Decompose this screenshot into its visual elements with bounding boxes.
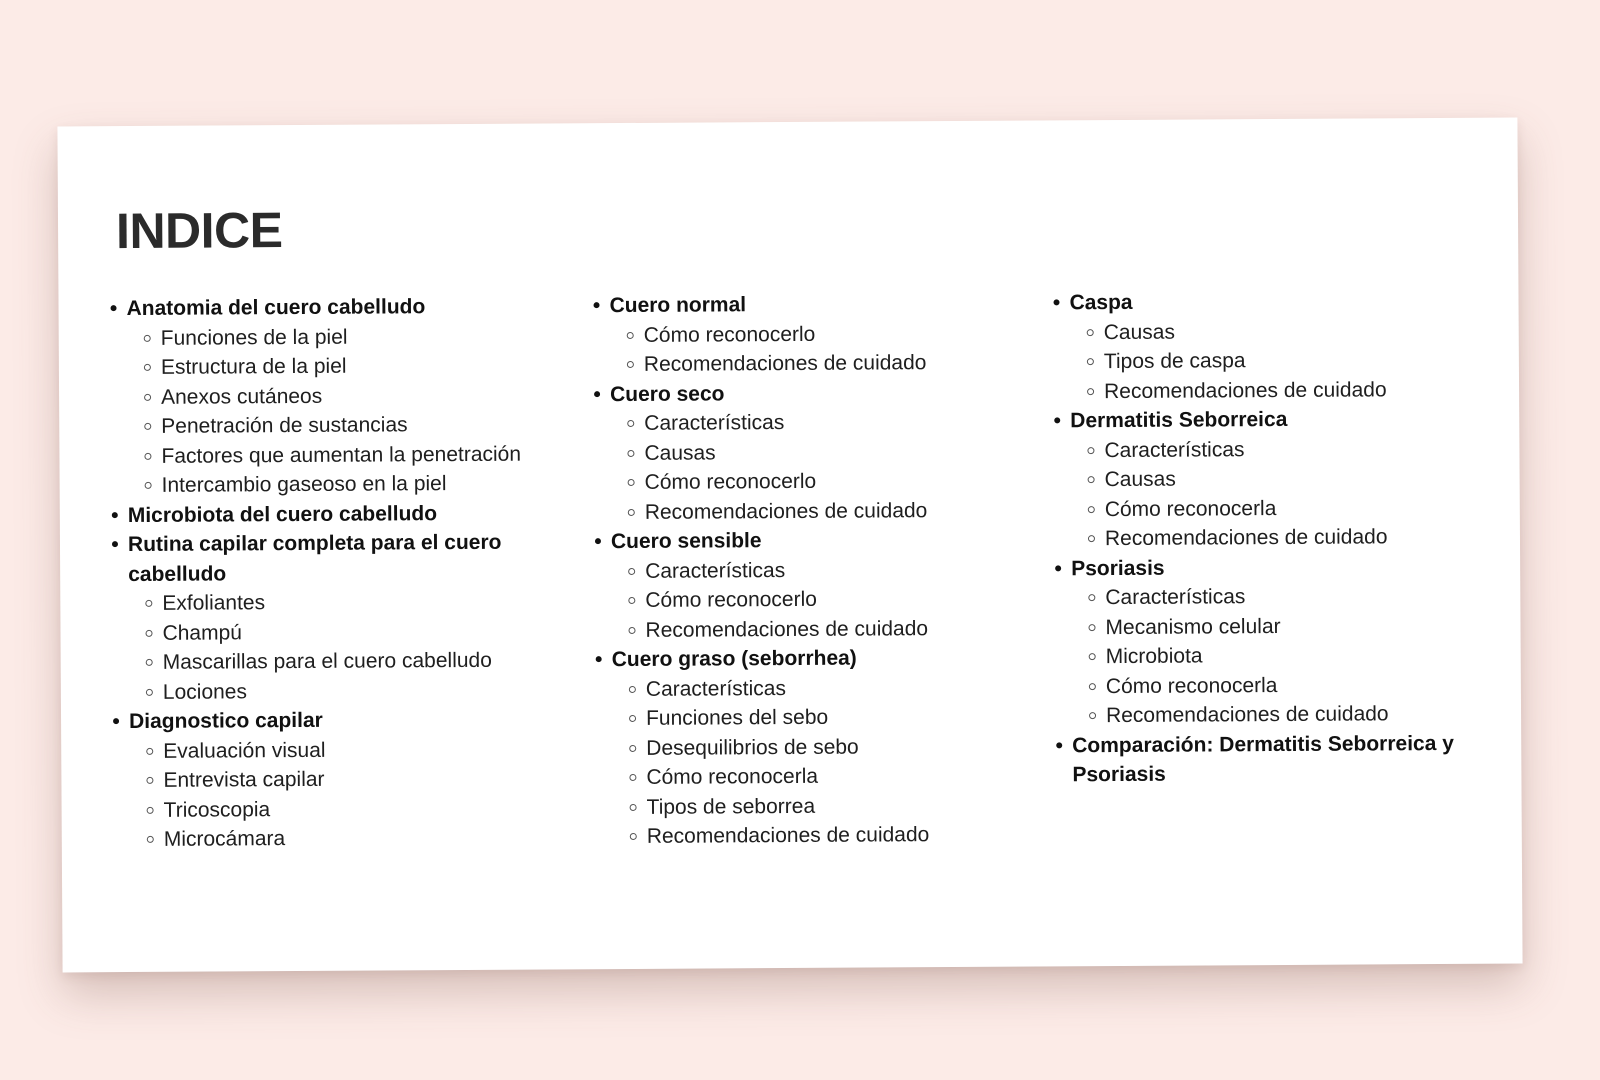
section-list: [1051, 286, 1494, 790]
section-title: Psoriasis: [1071, 556, 1165, 580]
index-column-3: [1051, 286, 1494, 790]
section-title: Cuero sensible: [610, 529, 762, 554]
subtopic-list: [611, 554, 1034, 645]
subtopic-item: Tipos de caspa: [1070, 345, 1492, 377]
index-section: [594, 643, 1035, 852]
index-section: [1053, 551, 1494, 731]
subtopic-item: Estructura de la piel: [127, 350, 569, 382]
index-section: [110, 527, 571, 707]
section-title: Comparación: Dermatitis Seborreica y Psoriasis: [1072, 731, 1454, 787]
subtopic-item: Recomendaciones de cuidado: [611, 495, 1033, 527]
subtopic-item: Lociones: [129, 675, 571, 707]
section-list: [591, 289, 1034, 852]
subtopic-item: Microcámara: [130, 822, 572, 854]
subtopic-item: Recomendaciones de cuidado: [610, 348, 1032, 380]
subtopic-item: Microbiota: [1072, 640, 1494, 672]
subtopic-item: Recomendaciones de cuidado: [1070, 374, 1492, 406]
subtopic-list: [1070, 315, 1493, 406]
subtopic-list: [129, 734, 572, 855]
section-list: [108, 291, 571, 854]
subtopic-item: Exfoliantes: [128, 586, 570, 618]
subtopic-list: [610, 318, 1032, 380]
subtopic-item: Recomendaciones de cuidado: [611, 613, 1033, 645]
subtopic-item: Evaluación visual: [129, 734, 571, 766]
subtopic-list: [127, 321, 570, 501]
subtopic-item: Causas: [1070, 315, 1492, 347]
section-title: Rutina capilar completa para el cuero cabelludo: [127, 530, 502, 586]
subtopic-item: Cómo reconocerlo: [610, 318, 1032, 350]
section-title: Dermatitis Seborreica: [1070, 407, 1288, 433]
subtopic-item: Características: [611, 554, 1033, 586]
section-title: Cuero normal: [609, 293, 747, 318]
index-section: [593, 525, 1034, 646]
subtopic-item: Funciones de la piel: [127, 321, 569, 353]
subtopic-item: Intercambio gaseoso en la piel: [128, 468, 570, 500]
subtopic-item: Cómo reconocerla: [1072, 669, 1494, 701]
subtopic-item: Mecanismo celular: [1071, 610, 1493, 642]
subtopic-item: Desequilibrios de sebo: [612, 731, 1034, 763]
subtopic-list: [128, 586, 571, 707]
subtopic-item: Características: [1070, 433, 1492, 465]
subtopic-item: Cómo reconocerla: [1071, 492, 1493, 524]
subtopic-list: [1071, 581, 1494, 731]
subtopic-item: Entrevista capilar: [129, 763, 571, 795]
section-title: Microbiota del cuero cabelludo: [127, 501, 438, 527]
index-slide: [57, 118, 1522, 973]
subtopic-item: Factores que aumentan la penetración: [127, 439, 569, 471]
subtopic-list: [610, 407, 1033, 528]
subtopic-item: Tricoscopia: [130, 793, 572, 825]
subtopic-item: Características: [610, 407, 1032, 439]
section-title: Diagnostico capilar: [128, 708, 323, 734]
subtopic-item: Recomendaciones de cuidado: [1071, 522, 1493, 554]
page-title: INDICE: [115, 202, 283, 260]
index-section: [1051, 286, 1492, 407]
subtopic-item: Champú: [128, 616, 570, 648]
subtopic-item: Cómo reconocerla: [612, 761, 1034, 793]
subtopic-list: [1070, 433, 1493, 554]
subtopic-item: Penetración de sustancias: [127, 409, 569, 441]
subtopic-item: Cómo reconocerlo: [611, 466, 1033, 498]
subtopic-item: Cómo reconocerlo: [611, 584, 1033, 616]
index-section: [1054, 728, 1494, 790]
subtopic-item: Causas: [1071, 463, 1493, 495]
subtopic-item: Mascarillas para el cuero cabelludo: [129, 645, 571, 677]
subtopic-item: Características: [612, 672, 1034, 704]
subtopic-item: Tipos de seborrea: [613, 790, 1035, 822]
index-section: [592, 377, 1033, 527]
index-section: [591, 289, 1032, 380]
index-section: [108, 291, 569, 500]
subtopic-item: Anexos cutáneos: [127, 380, 569, 412]
subtopic-list: [612, 672, 1035, 852]
subtopic-item: Características: [1071, 581, 1493, 613]
subtopic-item: Causas: [610, 436, 1032, 468]
section-title: Caspa: [1069, 290, 1133, 315]
section-title: Anatomia del cuero cabelludo: [126, 295, 426, 321]
section-title: Cuero graso (seborrhea): [611, 646, 857, 672]
index-section: [1052, 404, 1493, 554]
index-column-1: [108, 291, 571, 854]
index-section: [111, 704, 572, 854]
subtopic-item: Recomendaciones de cuidado: [613, 820, 1035, 852]
index-section: [110, 498, 570, 530]
index-column-2: [591, 289, 1034, 852]
subtopic-item: Recomendaciones de cuidado: [1072, 699, 1494, 731]
section-title: Cuero seco: [610, 381, 725, 406]
subtopic-item: Funciones del sebo: [612, 702, 1034, 734]
